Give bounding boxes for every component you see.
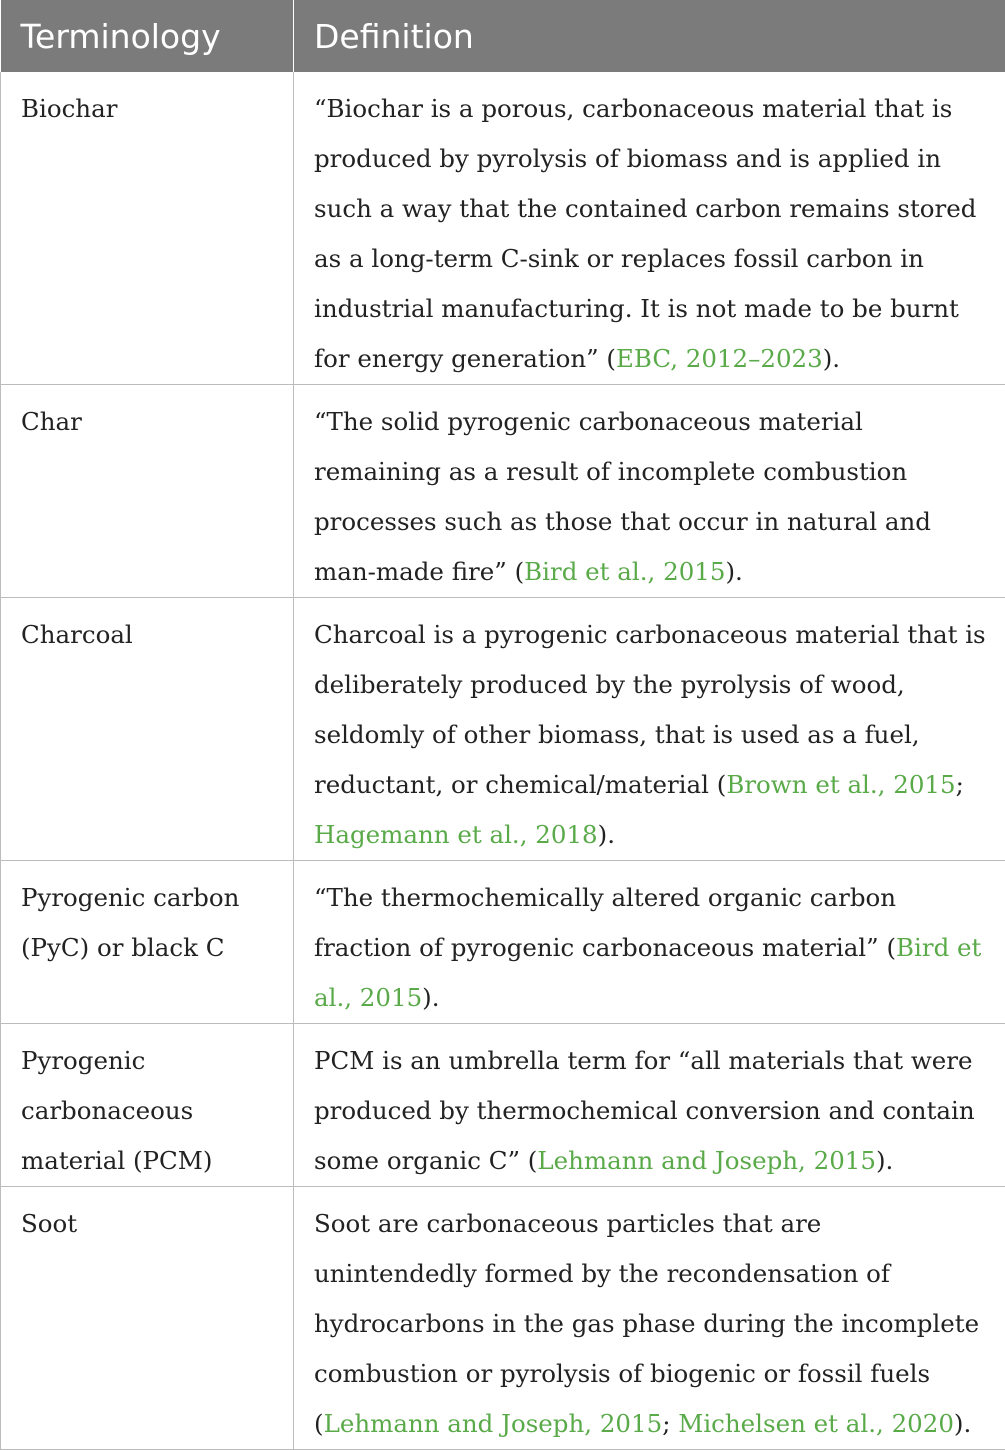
header-definition: Definition	[294, 0, 1005, 72]
citation-link[interactable]: Lehmann and Joseph, 2015	[324, 1409, 663, 1438]
table-body	[1, 72, 1005, 1450]
table-header	[1, 0, 1005, 72]
definition-end: ).	[725, 557, 742, 586]
definition-cell	[294, 861, 1005, 1024]
table-row	[1, 1187, 1005, 1450]
definition-cell	[294, 1024, 1005, 1187]
header-row	[1, 0, 1005, 72]
definition-end: ).	[954, 1409, 971, 1438]
term-cell: Char	[1, 385, 294, 598]
definition-end: ).	[876, 1146, 893, 1175]
term-cell: Charcoal	[1, 598, 294, 861]
definition-cell	[294, 385, 1005, 598]
definition-text: “Biochar is a porous, carbonaceous material that is produced by pyrolysis of biomass and is applied in such a way that the contained carbon remains stored as a long-term C-sink or replaces fossil carbon in industrial manufacturing. It is not made to be burnt for energy generation” (	[314, 94, 976, 373]
citation-link[interactable]: Hagemann et al., 2018	[314, 820, 598, 849]
term-cell: Biochar	[1, 72, 294, 385]
definition-separator: ;	[956, 770, 964, 799]
definition-text: Charcoal is a pyrogenic carbonaceous material that is deliberately produced by the pyrolysis of wood, seldomly of other biomass, that is used as a fuel, reductant, or chemical/material (	[314, 620, 986, 799]
table-row	[1, 861, 1005, 1024]
definition-text: “The solid pyrogenic carbonaceous material remaining as a result of incomplete combustion processes such as those that occur in natural and man-made fire” (	[314, 407, 931, 586]
table-row	[1, 1024, 1005, 1187]
term-cell: Pyrogenic carbon (PyC) or black C	[1, 861, 294, 1024]
table-row	[1, 598, 1005, 861]
definition-cell	[294, 1187, 1005, 1450]
definition-end: ).	[598, 820, 615, 849]
citation-link[interactable]: Brown et al., 2015	[726, 770, 955, 799]
term-cell: Soot	[1, 1187, 294, 1450]
definition-end: ).	[823, 344, 840, 373]
citation-link[interactable]: Bird et al., 2015	[314, 933, 981, 1012]
citation-link[interactable]: Lehmann and Joseph, 2015	[537, 1146, 876, 1175]
table-row	[1, 385, 1005, 598]
table-row	[1, 72, 1005, 385]
definition-text: Soot are carbonaceous particles that are unintendedly formed by the recondensation of hydrocarbons in the gas phase during the incomplete combustion or pyrolysis of biogenic or fossil fuels (	[314, 1209, 979, 1438]
citation-link[interactable]: Michelsen et al., 2020	[678, 1409, 954, 1438]
citation-link[interactable]: EBC, 2012–2023	[616, 344, 823, 373]
definition-text: “The thermochemically altered organic carbon fraction of pyrogenic carbonaceous material” (	[314, 883, 896, 962]
definition-separator: ;	[662, 1409, 678, 1438]
definition-text: PCM is an umbrella term for “all materials that were produced by thermochemical conversion and contain some organic C” (	[314, 1046, 975, 1175]
definition-cell	[294, 72, 1005, 385]
header-terminology: Terminology	[1, 0, 294, 72]
term-cell: Pyrogenic carbonaceous material (PCM)	[1, 1024, 294, 1187]
definition-end: ).	[422, 983, 439, 1012]
definition-cell	[294, 598, 1005, 861]
citation-link[interactable]: Bird et al., 2015	[524, 557, 725, 586]
